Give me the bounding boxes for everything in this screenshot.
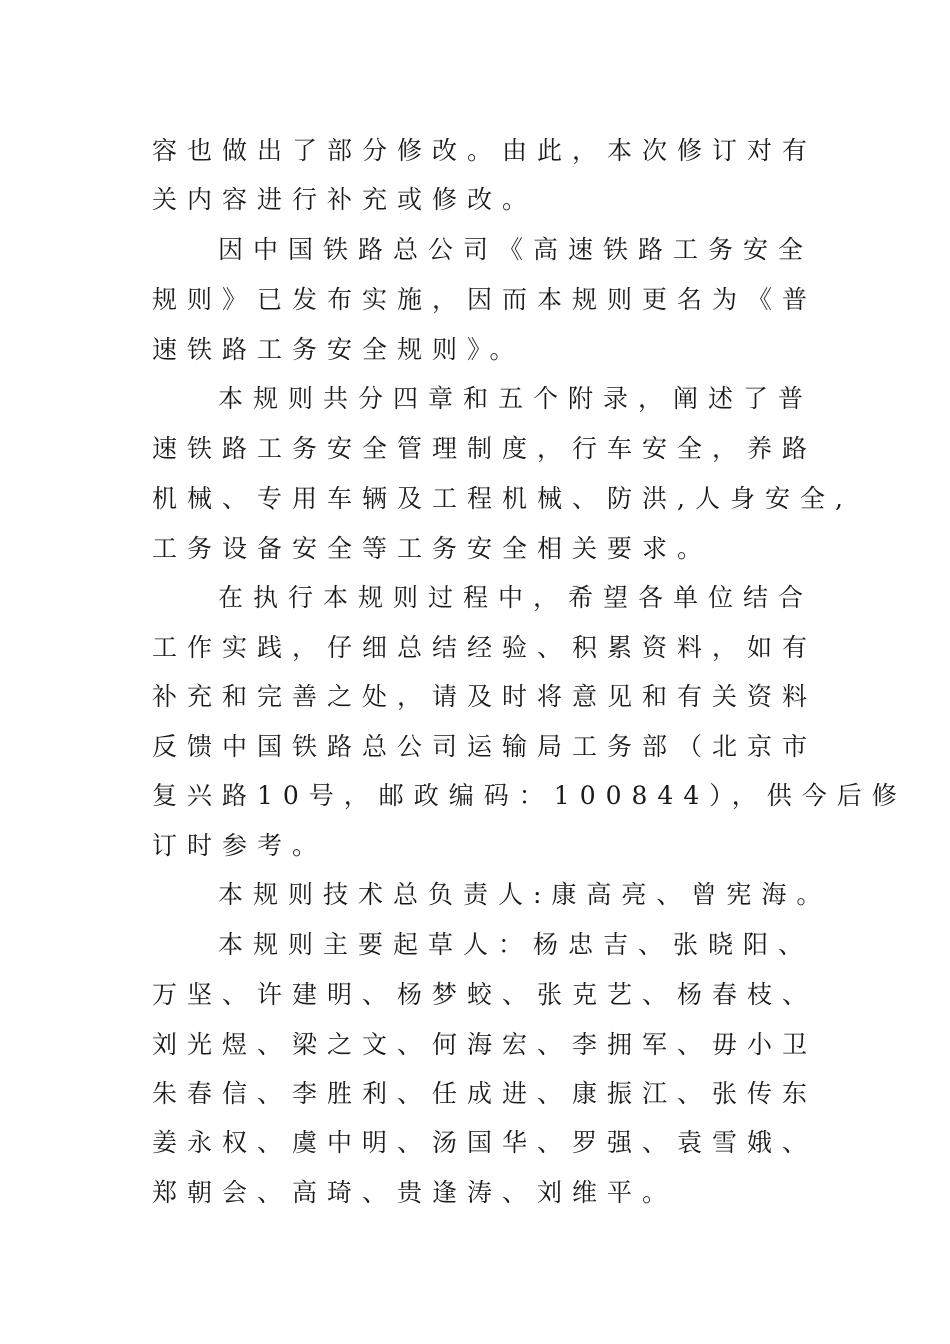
text-line: 速铁路工务安全管理制度，行车安全，养路: [152, 434, 818, 463]
text-line: 机械、专用车辆及工程机械、防洪,人身安全,: [152, 484, 853, 513]
paragraph-start: 本规则技术总负责人:康高亮、曾宪海。: [218, 880, 832, 909]
text-line: 订时参考。: [152, 831, 328, 860]
text-line: 姜永权、虞中明、汤国华、罗强、袁雪娥、: [152, 1128, 818, 1157]
text-line: 速铁路工务安全规则》。: [152, 335, 525, 364]
paragraph-start: 因中国铁路总公司《高速铁路工务安全: [218, 235, 814, 264]
paragraph-start: 本规则主要起草人：杨忠吉、张晓阳、: [218, 930, 814, 959]
text-line: 反馈中国铁路总公司运输局工务部（北京市: [152, 732, 818, 761]
text-line: 关内容进行补充或修改。: [152, 185, 538, 214]
text-line: 郑朝会、高琦、贵逢涛、刘维平。: [152, 1178, 678, 1207]
text-line: 工务设备安全等工务安全相关要求。: [152, 534, 713, 563]
text-line: 万坚、许建明、杨梦蛟、张克艺、杨春枝、: [152, 980, 818, 1009]
text-line: 补充和完善之处，请及时将意见和有关资料: [152, 682, 818, 711]
text-line: 复兴路10号，邮政编码：100844），供今后修: [152, 781, 907, 810]
text-line: 工作实践，仔细总结经验、积累资料，如有: [152, 633, 818, 662]
text-line: 刘光煜、梁之文、何海宏、李拥军、毋小卫: [152, 1030, 818, 1059]
paragraph-start: 本规则共分四章和五个附录，阐述了普: [218, 384, 814, 413]
text-line: 朱春信、李胜利、任成进、康振江、张传东: [152, 1079, 818, 1108]
paragraph-start: 在执行本规则过程中，希望各单位结合: [218, 583, 814, 612]
text-line: 规则》已发布实施，因而本规则更名为《普: [152, 285, 818, 314]
text-line: 容也做出了部分修改。由此，本次修订对有: [152, 136, 818, 165]
